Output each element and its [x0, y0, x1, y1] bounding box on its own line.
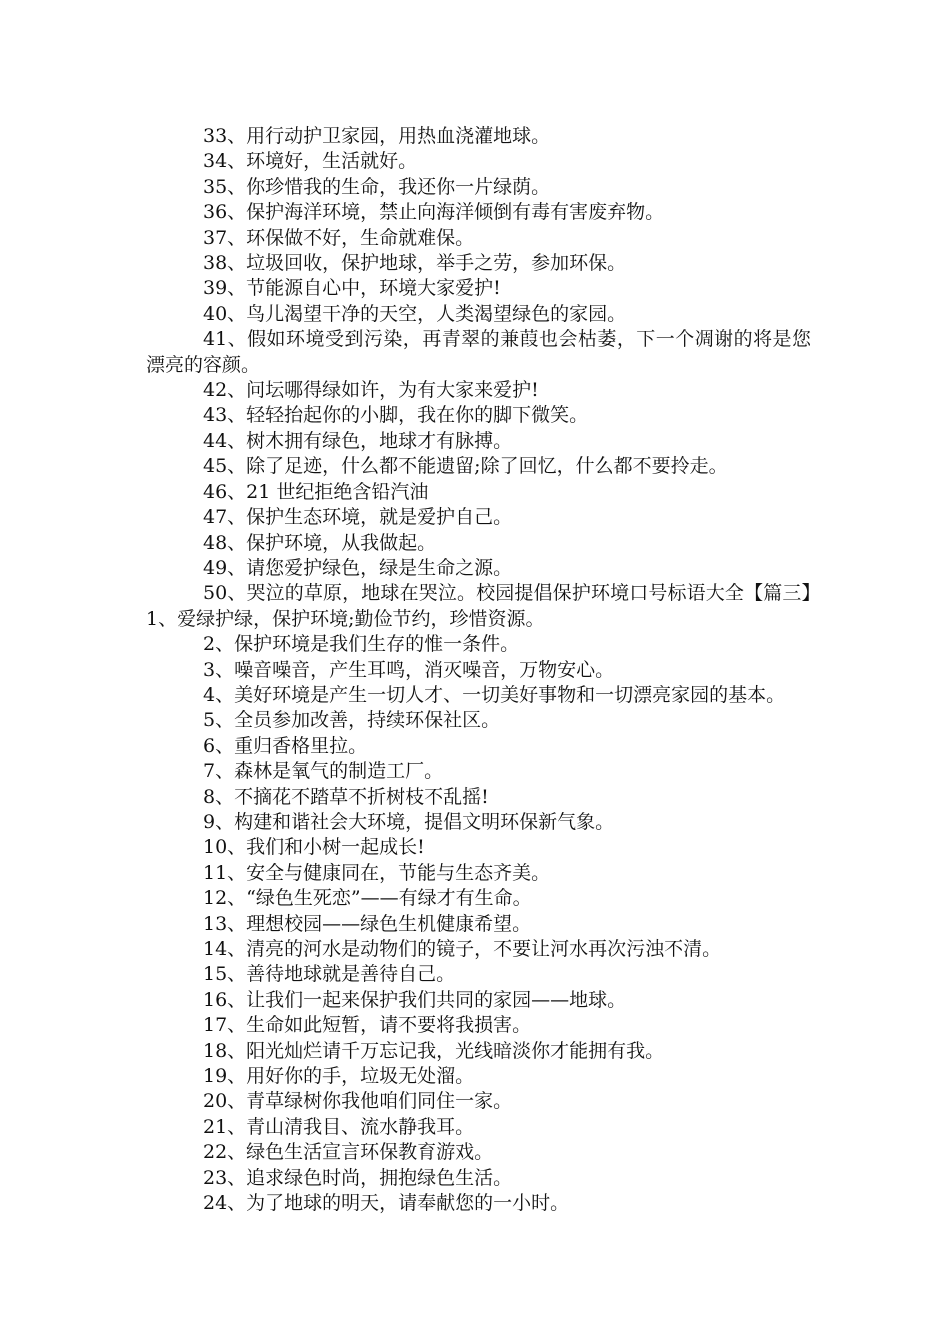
slogan-46: 46、21 世纪拒绝含铅汽油 [203, 480, 429, 503]
slogan-13: 13、理想校园——绿色生机健康希望。 [203, 912, 532, 935]
slogan-12: 12、“绿色生死恋”——有绿才有生命。 [203, 887, 532, 910]
slogan-6: 6、重归香格里拉。 [203, 734, 368, 757]
slogan-39: 39、节能源自心中，环境大家爱护! [203, 277, 501, 300]
slogan-22: 22、绿色生活宣言环保教育游戏。 [203, 1141, 494, 1164]
slogan-48: 48、保护环境，从我做起。 [203, 531, 437, 554]
slogan-9: 9、构建和谐社会大环境，提倡文明环保新气象。 [203, 810, 615, 833]
slogan-49: 49、请您爱护绿色，绿是生命之源。 [203, 556, 513, 579]
slogan-24: 24、为了地球的明天，请奉献您的一小时。 [203, 1192, 570, 1215]
slogan-20: 20、青草绿树你我他咱们同住一家。 [203, 1090, 513, 1113]
slogan-37: 37、环保做不好，生命就难保。 [203, 226, 475, 249]
slogan-33: 33、用行动护卫家园，用热血浇灌地球。 [203, 125, 551, 147]
slogan-15: 15、善待地球就是善待自己。 [203, 963, 456, 986]
slogan-34: 34、环境好，生活就好。 [203, 150, 418, 173]
slogan-5: 5、全员参加改善，持续环保社区。 [203, 709, 501, 732]
slogan-43: 43、轻轻抬起你的小脚，我在你的脚下微笑。 [203, 404, 589, 427]
document-body [146, 124, 811, 1216]
slogan-4: 4、美好环境是产生一切人才、一切美好事物和一切漂亮家园的基本。 [203, 683, 786, 706]
slogan-45: 45、除了足迹，什么都不能遗留;除了回忆，什么都不要拎走。 [203, 455, 728, 478]
slogan-40: 40、鸟儿渴望干净的天空，人类渴望绿色的家园。 [203, 302, 627, 325]
slogan-50-section-heading: 50、哭泣的草原，地球在哭泣。校园提倡保护环境口号标语大全【篇三】1、爱绿护绿，保护环境;勤俭节约，珍惜资源。 [146, 582, 811, 630]
slogan-23: 23、追求绿色时尚，拥抱绿色生活。 [203, 1166, 513, 1189]
slogan-19: 19、用好你的手，垃圾无处溜。 [203, 1065, 475, 1088]
slogan-41: 41、假如环境受到污染，再青翠的兼葭也会枯萎，下一个凋谢的将是您漂亮的容颜。 [146, 328, 811, 376]
slogan-36: 36、保护海洋环境，禁止向海洋倾倒有毒有害废弃物。 [203, 201, 665, 224]
slogan-14: 14、清亮的河水是动物们的镜子，不要让河水再次污浊不清。 [203, 938, 722, 960]
slogan-18: 18、阳光灿烂请千万忘记我，光线暗淡你才能拥有我。 [203, 1039, 665, 1062]
slogan-2: 2、保护环境是我们生存的惟一条件。 [203, 633, 520, 656]
slogan-16: 16、让我们一起来保护我们共同的家园——地球。 [203, 988, 627, 1011]
slogan-47: 47、保护生态环境，就是爱护自己。 [203, 506, 513, 529]
slogan-11: 11、安全与健康同在，节能与生态齐美。 [203, 861, 551, 884]
slogan-10: 10、我们和小树一起成长! [203, 836, 425, 859]
slogan-44: 44、树木拥有绿色，地球才有脉搏。 [203, 429, 513, 452]
slogan-42: 42、问坛哪得绿如许，为有大家来爱护! [203, 379, 539, 402]
slogan-38: 38、垃圾回收，保护地球，举手之劳，参加环保。 [203, 252, 627, 275]
slogan-21: 21、青山清我目、流水静我耳。 [203, 1115, 475, 1138]
slogan-7: 7、森林是氧气的制造工厂。 [203, 760, 444, 783]
slogan-3: 3、噪音噪音，产生耳鸣，消灭噪音，万物安心。 [203, 658, 615, 681]
slogan-35: 35、你珍惜我的生命，我还你一片绿荫。 [203, 175, 551, 198]
slogan-17: 17、生命如此短暂，请不要将我损害。 [203, 1014, 532, 1037]
slogan-8: 8、不摘花不踏草不折树枝不乱摇! [203, 785, 489, 808]
